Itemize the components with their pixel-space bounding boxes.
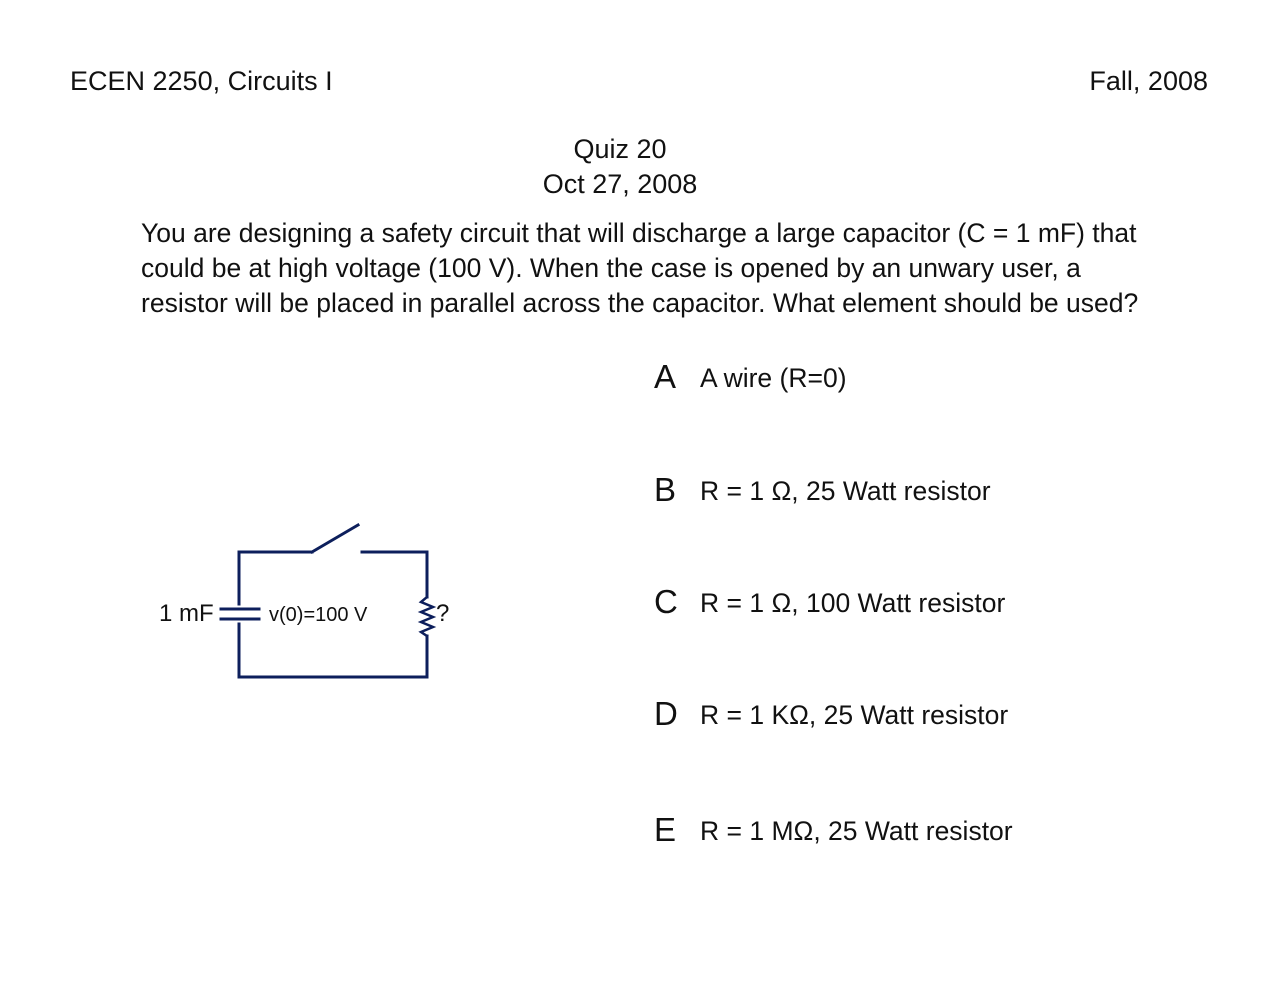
wire-bottom: [239, 624, 427, 677]
choice-letter: A: [654, 358, 677, 395]
wire-top-left: [239, 552, 312, 604]
choice-text: R = 1 Ω, 100 Watt resistor: [700, 588, 1006, 618]
choice-text: A wire (R=0): [700, 363, 847, 393]
choice-text: R = 1 MΩ, 25 Watt resistor: [700, 816, 1013, 846]
choice-text: R = 1 Ω, 25 Watt resistor: [700, 476, 991, 506]
quiz-date: Oct 27, 2008: [542, 169, 698, 199]
choice-letter: B: [654, 471, 677, 508]
course-title: ECEN 2250, Circuits I: [70, 66, 333, 96]
choice-letter: D: [654, 695, 678, 732]
circuit-diagram: [150, 515, 460, 690]
switch: [312, 525, 358, 552]
capacitor-label: 1 mF: [159, 600, 214, 627]
choice-letter: C: [654, 583, 678, 620]
quiz-title: Quiz 20: [573, 134, 667, 164]
voltage-label: v(0)=100 V: [269, 604, 368, 626]
resistor: [421, 597, 433, 636]
wire-top-right: [362, 552, 427, 597]
semester-label: Fall, 2008: [1089, 66, 1208, 96]
choice-text: R = 1 KΩ, 25 Watt resistor: [700, 700, 1009, 730]
question-text: You are designing a safety circuit that will discharge a large capacitor (C = 1 mF) that could be at high voltage (100 V). When the case is opened by an unwary user, a resistor will be placed in parallel across the capacitor. What element should be used?: [141, 218, 1139, 318]
choice-letter: E: [654, 811, 677, 848]
resistor-label: ?: [436, 600, 450, 627]
